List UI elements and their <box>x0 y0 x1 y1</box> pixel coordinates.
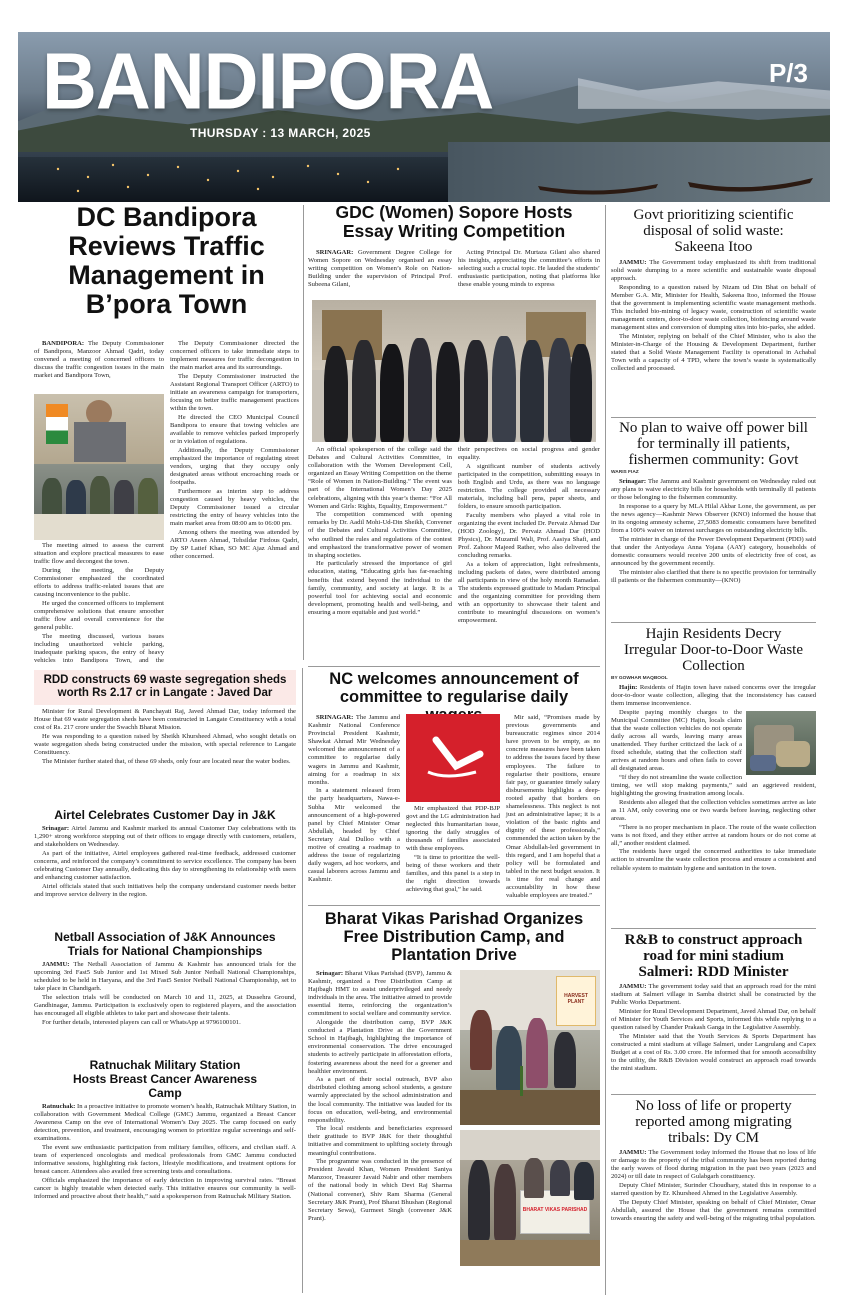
article-bvp <box>308 910 600 1270</box>
article-paragraph: Acting Principal Dr. Murtaza Gilani also shared his insights, appreciating the committee’s efforts in selecting such a crucial topic. He lauded the students’ enthusiastic participation, noting that platforms like these enable young minds to express <box>458 249 600 289</box>
article-headline: Bharat Vikas Parishad Organizes Free Distribution Camp, and Plantation Drive <box>324 910 584 964</box>
column-divider <box>303 205 304 660</box>
article-headline: Govt prioritizing scientific disposal of solid waste: Sakeena Itoo <box>633 207 794 255</box>
article-paragraph: Ratnuchak: In a proactive initiative to promote women’s health, Ratnuchak Military Station, in collaboration with Government Medical College (GMC) Jammu, organized a Breast Cancer Awareness Camp on the eve of International Women’s Day 2025. The camp focused on early detection, prevention, and treatment, encouraging women to prioritize regular screenings and self-examinations. <box>34 1103 296 1143</box>
article-paragraph: Among others the meeting was attended by ARTO Aneen Ahmad, Tehsildar Firdous Qadri, Dy SP Latief Khan, SO MC Ajaz Ahmad and other concerned. <box>170 528 299 560</box>
article-dc-bandipora <box>34 203 299 663</box>
article-paragraph: He urged the concerned officers to implement comprehensive solutions that ensure smoother traffic flow and overall convenience for the general public. <box>34 599 164 631</box>
article-paragraph: The selection trials will be conducted on March 10 and 11, 2025, at Dussehra Ground, Gandhinagar, Jammu. Participation is exclusively open to registered players, and the association has encouraged all eligible athletes to take part and showcase their talents. <box>34 993 296 1018</box>
article-paragraph: An official spokesperson of the college said the Debates and Cultural Activities Committee, in collaboration with the Women Development Cell, organized an Essay Writing Competition on the theme “Role of Women in Nation-Building.” The event was part of the International Women’s Day 2025 celebrations, aligning with this year’s theme: “For All Women and Girls: Rights, Equality, Empowerment.” <box>308 446 452 510</box>
article-paragraph: JAMMU: The government today said that an approach road for the mini stadium at Salmeri village in Samba district shall be constructed by the Public Works Department. <box>611 983 816 1007</box>
plantation-photo <box>460 970 600 1125</box>
section-divider <box>308 666 600 667</box>
article-paragraph: Responding to a question raised by Nizam ud Din Bhat on behalf of Member G.A. Mir, Minister for Health, Sakeena Itoo, informed the House that the government is implementing scientific waste management methods. This included bio-mining of legacy waste, construction of scientific waste management centers, door-to-door waste collection, biofencing around waste management sites and conversion of dumping sites into bio-parks, she added. <box>611 283 816 332</box>
article-paragraph: Officials emphasized the importance of early detection in improving survival rates. “Breast cancer is highly treatable when detected early. This initiative ensures our community is well-informed and proactive about their health,” said a spokesperson from Ratnuchak Military Station. <box>34 1176 296 1201</box>
article-paragraph: He directed the CEO Municipal Council Bandipora to ensure that towing vehicles are available to remove vehicles parked improperly or in violation of regulations. <box>170 413 299 446</box>
article-paragraph: The meeting discussed, various issues including unauthorized vehicle parking, inadequate parking spaces, the entry of heavy vehicles into Bandipora Town, and the <box>34 632 164 663</box>
article-nc-wagers <box>308 670 600 902</box>
article-paragraph: Minister for Rural Development Department, Javed Ahmad Dar, on behalf of Minister for Youth Services and Sports, informed this while replying to a question raised by Chander Prakash Ganga in the Legislative Assembly. <box>611 1007 816 1031</box>
article-paragraph: As part of the initiative, Airtel employees gathered real-time feedback, addressed customer concerns, and reinforced the company’s commitment to service excellence. The company has been celebrating Customer Day annually, dedicating this day to strengthening its relationship with users and enhancing customer satisfaction. <box>34 849 296 882</box>
article-paragraph: Mir said, “Promises made by previous governments and bureaucratic regimes since 2014 have proven to be empty, as no concrete measures have been taken to address the issues faced by these employees. The failure to regularise their positions, ensure fair pay, or guarantee timely salary disbursements highlights a deep-rooted apathy that borders on shamelessness. This neglect is not just an administrative lapse; it is a violation of the basic rights and dignity of these professionals,” commended the action taken by the Omar Abdullah-led government in this regard, and I am hopeful that a policy will be formulated and tabled in the next budget session. It is time for real change and accountability in how these valuable employees are treated.” <box>506 714 600 900</box>
article-paragraph: A significant number of students actively participated in the competition, submitting essays in both English and Urdu, as there was no language restriction. The college provided all necessary materials, including ball pens, paper sheets, and folders, to ensure smooth participation. <box>458 462 600 511</box>
article-paragraph: The minister also clarified that there is no specific provision for terminally ill patients or the fishermen community—(KNO) <box>611 568 816 584</box>
article-paragraph: The local residents and beneficiaries expressed their gratitude to BVP J&K for their thoughtful initiative and commitment to uplifting society through meaningful contributions. <box>308 1125 452 1157</box>
article-paragraph: He was responding to a question raised by Sheikh Khursheed Ahmad, who sought details on waste segregation sheds being constructed under the mission, with special reference to Langate Constituency. <box>34 732 296 756</box>
article-paragraph: In a statement released from the party headquarters, Nawa-e-Subha Mir welcomed the announcement of a high-powered panel by Chief Minister Omar Abdullah, headed by Chief Secretary Atal Dulloo with a motive of creating a roadmap to address the issue of regularizing daily wagers, ad hoc workers, and casual laborers across Jammu and Kashmir. <box>308 787 400 884</box>
article-paragraph: Srinagar: The Jammu and Kashmir government on Wednesday ruled out any plans to waive electricity bills for households with terminally ill patients or those belonging to the fishermen community. <box>611 478 816 502</box>
article-headline: Airtel Celebrates Customer Day in J&K <box>54 808 276 822</box>
article-paragraph: In response to a query by MLA Hilal Akbar Lone, the government, as per the news agency—Kashmir News Observer (KNO) informed the house that in its ongoing amnesty scheme, 27,5083 domestic consumers have benefited from a 100% waiver on interest surcharges on outstanding electricity bills. <box>611 502 816 535</box>
article-hajin-waste <box>611 626 816 926</box>
article-byline: BY GOWHAR MAQBOOL <box>611 676 668 681</box>
article-paragraph: Srinagar: Airtel Jammu and Kashmir marked its annual Customer Day celebrations with its 1,290+ strong workforce stepping out of their offices to engage directly with customers, retailers, and stakeholders on Wednesday. <box>34 825 296 849</box>
article-byline: WARIS FIAZ <box>611 470 639 475</box>
page-number: P/3 <box>768 58 808 88</box>
article-paragraph: Mir emphasized that PDP-BJP govt and the LG administration had neglected this humanitarian issue, ignoring the daily struggles of thousands of families associated with these employees. <box>406 805 500 853</box>
article-paragraph: Additionally, the Deputy Commissioner emphasized the importance of regulating street vendors, urging that they occupy only designated areas without encroaching roads or footpaths. <box>170 446 299 487</box>
article-paragraph: Hajin: Residents of Hajin town have raised concerns over the irregular door-to-door waste collection, alleging that the inconsistency has caused them immense inconvenience. <box>611 684 816 708</box>
masthead-date: THURSDAY : 13 MARCH, 2025 <box>190 126 371 140</box>
article-paragraph: BANDIPORA: The Deputy Commissioner of Bandipora, Manzoor Ahmad Qadri, today convened a meeting of concerned officers to discuss the traffic congestion issues in the main market and Bandipora Town, <box>34 340 164 380</box>
article-paragraph: Faculty members who played a vital role in organizing the event included Dr. Pervaiz Ahmad Dar (HOD Zoology), Dr. Pervaiz Ahmad Dar (HOD Physics), Dr. Muzamil Wali, Prof. Aasiya Shafi, and Prof. Zahoor Majeed Rather, who also delivered the concluding remarks. <box>458 511 600 560</box>
article-tribals <box>611 1098 816 1268</box>
article-paragraph: Srinagar: Bharat Vikas Parishad (BVP), Jammu & Kashmir, organized a Free Distribution Camp at Hajibagh HMT to assist underprivileged and needy individuals in the area. The initiative aimed to provide essential items, reinforcing the organization’s commitment to social welfare and community service. <box>308 970 452 1018</box>
article-headline: R&B to construct approach road for mini stadium Salmeri: RDD Minister <box>624 932 803 980</box>
dc-meeting-photo <box>34 394 164 540</box>
article-paragraph: The meeting aimed to assess the current situation and explore practical measures to ease traffic flow and decongest the town. <box>34 542 164 566</box>
article-headline: DC Bandipora Reviews Traffic Management in B’pora Town <box>68 203 265 319</box>
article-paragraph: JAMMU: The Government today informed the House that no loss of life or damage to the property of the tribal community has been reported during the early waves of flood during migration in the past two years (2023 and 2024) or till date in respect of Gulabgarh constituency. <box>611 1149 816 1181</box>
article-power-bill <box>611 420 816 618</box>
article-headline: GDC (Women) Sopore Hosts Essay Writing Competition <box>335 203 573 241</box>
article-headline: No loss of life or property reported among migrating tribals: Dy CM <box>635 1098 792 1146</box>
event-banner: HARVEST PLANT <box>556 976 596 1026</box>
article-paragraph: The Deputy Chief Minister, speaking on behalf of Chief Minister, Omar Abdullah, assured the House that the government remains committed towards ensuring the safety and well-being of the migrating tribal population. <box>611 1198 816 1222</box>
article-paragraph: Alongside the distribution camp, BVP J&K conducted a Plantation Drive at the Government School in Hajibagh, highlighting the importance of environmental conservation. The drive encouraged students to actively participate in afforestation efforts, fostering awareness about the need for a greener and healthier environment. <box>308 1019 452 1075</box>
article-paragraph: SRINAGAR: Government Degree College for Women Sopore on Wednesday organised an essay writing competition on Women’s Role on Nation-Building under the supervision of Principal Prof. Subeena Gilani, <box>308 249 452 289</box>
article-paragraph: The programme was conducted in the presence of President Javaid Khan, Women President Saniya Manzoor, Treasurer Javaid Nabir and other members of the national body in which Devi Raj Sharma (National convener), Shiv Ram Sharma (General Secretary J&K Prant), Prof Bharat Bhushan (Regional Secretary Sewa), Gurmeet Singh (convener J&K Prant). <box>308 1158 452 1222</box>
article-paragraph: Minister for Rural Development & Panchayati Raj, Javed Ahmad Dar, today informed the House that 69 waste segregation sheds have been constructed in Langate Constituency with a total cost of Rs. 217 crore under the Swachh Bharat Mission. <box>34 708 296 732</box>
article-headline: Netball Association of J&K Announces Trials for National Championships <box>54 930 276 958</box>
nc-logo <box>406 714 500 802</box>
article-headline: Ratnuchak Military Station Hosts Breast Cancer Awareness Camp <box>72 1058 258 1100</box>
article-paragraph: SRINAGAR: The Jammu and Kashmir National Conference Provincial President Kashmir, Shawkat Ahmad Mir Wednesday welcomed the announcement of a committee to regularise daily wagers in Jammu and Kashmir, aiming for a roadmap in six months. <box>308 714 401 786</box>
masthead-banner <box>18 32 830 202</box>
article-paragraph: The residents have urged the concerned authorities to take immediate action to streamline the waste collection process and ensure a consistent and reliable system to maintain hygiene and sanitation in the town. <box>611 848 816 872</box>
article-netball <box>34 930 296 1052</box>
highlight-box <box>34 670 296 705</box>
distribution-photo <box>460 1130 600 1266</box>
article-airtel <box>34 808 296 928</box>
boat-icon <box>538 172 818 198</box>
section-divider <box>611 417 816 418</box>
column-divider <box>302 668 303 1293</box>
section-divider <box>611 1094 816 1095</box>
article-ratnuchak <box>34 1058 296 1268</box>
article-paragraph: their perspectives on social progress and gender equality. <box>458 446 600 462</box>
article-paragraph: Residents also alleged that the collection vehicles sometimes arrive as late as 11 AM, only covering one or two wards before leaving, neglecting other areas. <box>611 798 816 822</box>
article-paragraph: As a part of their social outreach, BVP also distributed clothing among school students, a gesture warmly appreciated by the school administration and the local community. The initiative was lauded for its focus on education, well-being, and environmental responsibility. <box>308 1076 452 1124</box>
article-paragraph: The competition commenced with opening remarks by Dr. Aadil Mohi-Ud-Din Sheikh, Convener of the Debates and Cultural Activities Committee, who outlined the rules and regulations of the contest and emphasized the transformative power of women in shaping societies. <box>308 511 452 559</box>
event-banner: BHARAT VIKAS PARISHAD <box>520 1190 590 1234</box>
article-paragraph: Despite paying monthly charges to the Municipal Committee (MC) Hajin, locals claim that the waste collection vehicles do not operate daily across all wards, leaving many areas unattended. They further criticized the lack of a fixed schedule, stating that the collection staff arrives at random hours and often fails to cover all designated areas. <box>611 708 742 773</box>
article-paragraph: The Minister, replying on behalf of the Chief Minister, who is also the Minister-in-Charge of the Housing & Development Department, further stated that a Solid Waste Management Facility is operational in Achabal Town with a capacity of 4 TPD, where the town’s waste is systematically collected and processed. <box>611 332 816 373</box>
section-divider <box>308 905 600 906</box>
garbage-photo <box>746 711 816 775</box>
article-headline: No plan to waive off power bill for terminally ill patients, fishermen community: Govt <box>619 420 808 468</box>
masthead-title: BANDIPORA <box>42 36 494 127</box>
article-solid-waste <box>611 207 816 415</box>
article-paragraph: The event saw enthusiastic participation from military families, officers, and civilian staff. A team of experienced oncologists and medical professionals from GMC Jammu conducted informative sessions, highlighting risk factors, lifestyle modifications, and treatment options for breast cancer. Attendees also availed free screening tests and consultations. <box>34 1143 296 1176</box>
article-gdc-sopore <box>308 203 600 663</box>
plough-icon <box>406 714 500 802</box>
article-headline: Hajin Residents Decry Irregular Door-to-Door Waste Collection <box>624 626 803 674</box>
article-paragraph: JAMMU: The Government today emphasized its shift from traditional solid waste dumping to a more scientific and sustainable waste disposal approach. <box>611 259 816 283</box>
article-paragraph: Furthermore as interim step to address congestion caused by heavy vehicles, the Deputy Commissioner issued a circular restricting the entry of heavy vehicles into the main market area from 08:00 am to 06:00 pm. <box>170 487 299 528</box>
article-paragraph: For further details, interested players can call or WhatsApp at 9796100101. <box>42 1018 241 1026</box>
town-lights <box>18 147 438 202</box>
article-paragraph: The Deputy Commissioner directed the concerned officers to take immediate steps to implement measures for traffic decongestion in the main market area and its surroundings. <box>170 340 299 372</box>
article-paragraph: “It is time to prioritize the well-being of these workers and their families, and this panel is a step in the right direction towards achieving that goal,” he said. <box>406 854 500 894</box>
article-paragraph: As a token of appreciation, light refreshments, including packets of dates, were distributed among all participants in view of the holy month Ramadan. The students expressed gratitude to Madam Principal and the organizing committee for providing them with an opportunity to showcase their talent and contribute to meaningful discussions on women’s empowerment. <box>458 560 600 625</box>
article-paragraph: During the meeting, the Deputy Commissioner emphasized the coordinated efforts to address traffic-related issues that are causing inconvenience to the public. <box>34 566 164 599</box>
article-paragraph: The Minister said that the Youth Services & Sports Department has constructed a mini stadium at village Salmeri, under Langrulang and Capex Budget at a cost of Rs. 3.00 crore. He informed that for smooth accessibility to the utility, the R&B Division would construct an approach road towards the mini stadium. <box>611 1032 816 1072</box>
gdc-group-photo <box>312 300 596 442</box>
article-paragraph: The Minister further stated that, of these 69 sheds, only four are located near the water bodies. <box>42 757 291 765</box>
section-divider <box>611 622 816 623</box>
article-rnb-road <box>611 932 816 1092</box>
article-paragraph: The minister in charge of the Power Development Department (PDD) said that under the Antyodaya Anna Yojana (AAY) category, households of domestic consumers would receive 200 units of electricity free of cost, as announced by the government recently. <box>611 535 816 567</box>
article-paragraph: Deputy Chief Minister, Surinder Choudhary, stated this in response to a starred question by Er. Khursheed Ahmed in the Legislative Assembly. <box>611 1181 816 1197</box>
article-paragraph: He particularly stressed the importance of girl education, stating, “Educating girls has far-reaching benefits that extend beyond the individual to the family, community, and society at large. It is a powerful tool for achieving social and economic development, promoting health and well-being, and ensuring a more equitable and just world.” <box>308 560 452 616</box>
article-paragraph: Airtel officials stated that such initiatives help the company understand customer needs better and improve service delivery in the region. <box>34 882 296 898</box>
article-paragraph: The Deputy Commissioner instructed the Assistant Regional Transport Officer (ARTO) to initiate an awareness campaign for transporters, focusing on better traffic management practices within the town. <box>170 372 299 413</box>
article-headline: RDD constructs 69 waste segregation sheds worth Rs 2.17 cr in Langate : Javed Dar <box>43 674 287 699</box>
section-divider <box>611 928 816 929</box>
article-rdd-sheds <box>34 670 296 805</box>
article-headline: NC welcomes announcement of committee to regularise daily <box>329 670 579 706</box>
article-paragraph: “There is no proper mechanism in place. The route of the waste collection vans is not fixed, and they either arrive at random hours or do not come at all,” another resident claimed. <box>611 823 816 847</box>
article-paragraph: “If they do not streamline the waste collection timing, we will stop making payments,” said an aggrieved resident, highlighting the growing frustration among locals. <box>611 774 816 798</box>
article-paragraph: JAMMU: The Netball Association of Jammu & Kashmir has announced trials for the upcoming 3rd Fast5 Sub Junior and 1st Mixed Sub Junior Netball National Championships, scheduled to be held in Haryana, and the 3rd Fast5 Senior Netball National Championship, set to take place in Chandigarh. <box>34 961 296 993</box>
column-divider <box>605 205 606 1295</box>
